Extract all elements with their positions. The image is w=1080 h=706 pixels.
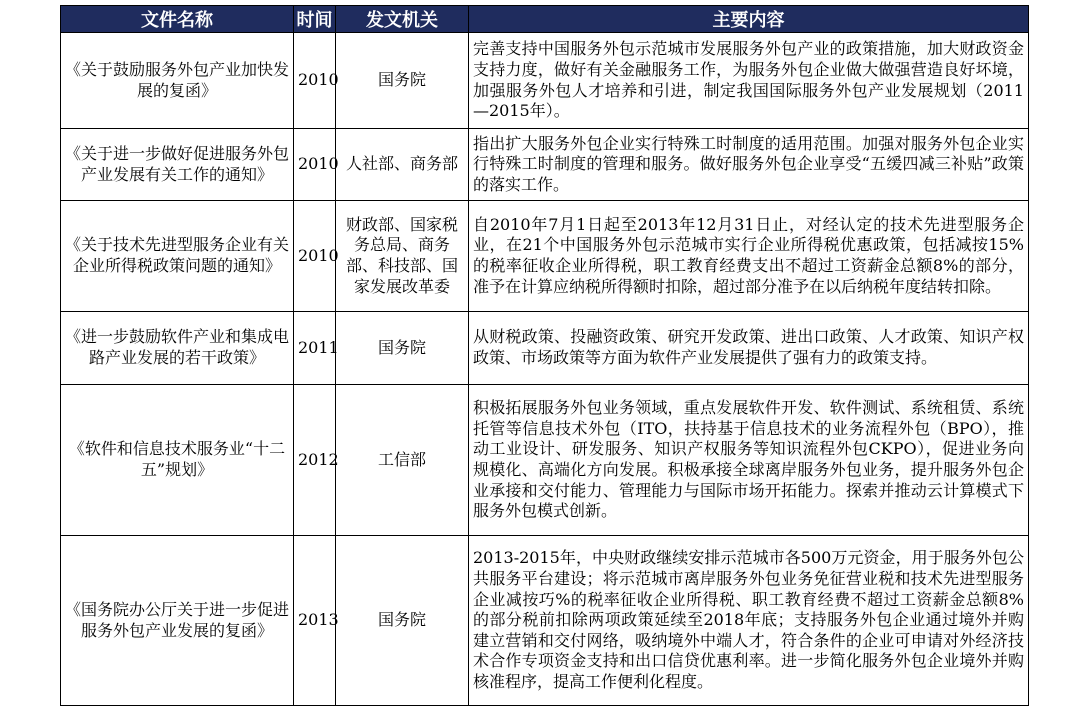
cell-year: 2010 [294, 201, 336, 312]
table-row [61, 201, 1029, 312]
cell-content: 自2010年7月1日起至2013年12月31日止，对经认定的技术先进型服务企业，在21个中国服务外包示范城市实行企业所得税优惠政策，包括减按15%的税率征收企业所得税，职工教育经费支出不超过工资薪金总额8%的部分，准予在计算应纳税所得额时扣除，超过部分准予在以后纳税年度结转扣除。 [469, 201, 1029, 312]
cell-file-name: 《关于技术先进型服务企业有关企业所得税政策问题的通知》 [61, 201, 294, 312]
cell-file-name: 《软件和信息技术服务业“十二五”规划》 [61, 385, 294, 536]
cell-agency: 人社部、商务部 [336, 129, 469, 201]
header-time: 时间 [294, 6, 336, 33]
cell-year: 2012 [294, 385, 336, 536]
cell-content: 积极拓展服务外包业务领域，重点发展软件开发、软件测试、系统租赁、系统托管等信息技术外包（ITO，扶持基于信息技术的业务流程外包（BPO），推动工业设计、研发服务、知识产权服务等知识流程外包CKPO），促进业务向规模化、高端化方向发展。积极承接全球离岸服务外包业务，提升服务外包企业承接和交付能力、管理能力与国际市场开拓能力。探索并推动云计算模式下服务外包模式创新。 [469, 385, 1029, 536]
cell-agency: 国务院 [336, 33, 469, 129]
header-issuing-agency: 发文机关 [336, 6, 469, 33]
cell-content: 2013-2015年，中央财政继续安排示范城市各500万元资金，用于服务外包公共服务平台建设；将示范城市离岸服务外包业务免征营业税和技术先进型服务企业减按巧%的税率征收企业所得税、职工教育经费不超过工资薪金总额8%的部分税前扣除两项政策延续至2018年底；支持服务外包企业通过境外并购建立营销和交付网络，吸纳境外中端人才，符合条件的企业可申请对外经济技术合作专项资金支持和出口信贷优惠利率。进一步简化服务外包企业境外并购核准程序，提高工作便利化程度。 [469, 536, 1029, 706]
cell-agency: 国务院 [336, 312, 469, 385]
cell-year: 2013 [294, 536, 336, 706]
cell-file-name: 《进一步鼓励软件产业和集成电路产业发展的若干政策》 [61, 312, 294, 385]
cell-file-name: 《关于进一步做好促进服务外包产业发展有关工作的通知》 [61, 129, 294, 201]
cell-content: 完善支持中国服务外包示范城市发展服务外包产业的政策措施，加大财政资金支持力度，做好有关金融服务工作，为服务外包企业做大做强营造良好坏境，加强服务外包人才培养和引进，制定我国国际服务外包产业发展规划（2011—2015年）。 [469, 33, 1029, 129]
table-row [61, 385, 1029, 536]
table-row [61, 312, 1029, 385]
cell-content: 指出扩大服务外包企业实行特殊工时制度的适用范围。加强对服务外包企业实行特殊工时制度的管理和服务。做好服务外包企业享受“五缓四减三补贴”政策的落实工作。 [469, 129, 1029, 201]
cell-year: 2011 [294, 312, 336, 385]
cell-year: 2010 [294, 129, 336, 201]
header-main-content: 主要内容 [469, 6, 1029, 33]
cell-agency: 国务院 [336, 536, 469, 706]
cell-file-name: 《国务院办公厅关于进一步促进服务外包产业发展的复函》 [61, 536, 294, 706]
cell-agency: 财政部、国家税务总局、商务部、科技部、国家发展改革委 [336, 201, 469, 312]
table-row [61, 129, 1029, 201]
table-row [61, 33, 1029, 129]
cell-agency: 工信部 [336, 385, 469, 536]
cell-file-name: 《关于鼓励服务外包产业加快发展的复函》 [61, 33, 294, 129]
cell-year: 2010 [294, 33, 336, 129]
policy-table [60, 5, 1029, 706]
cell-content: 从财税政策、投融资政策、研究开发政策、进出口政策、人才政策、知识产权政策、市场政策等方面为软件产业发展提供了强有力的政策支持。 [469, 312, 1029, 385]
header-row [61, 6, 1029, 33]
table-row [61, 536, 1029, 706]
header-file-name: 文件名称 [61, 6, 294, 33]
